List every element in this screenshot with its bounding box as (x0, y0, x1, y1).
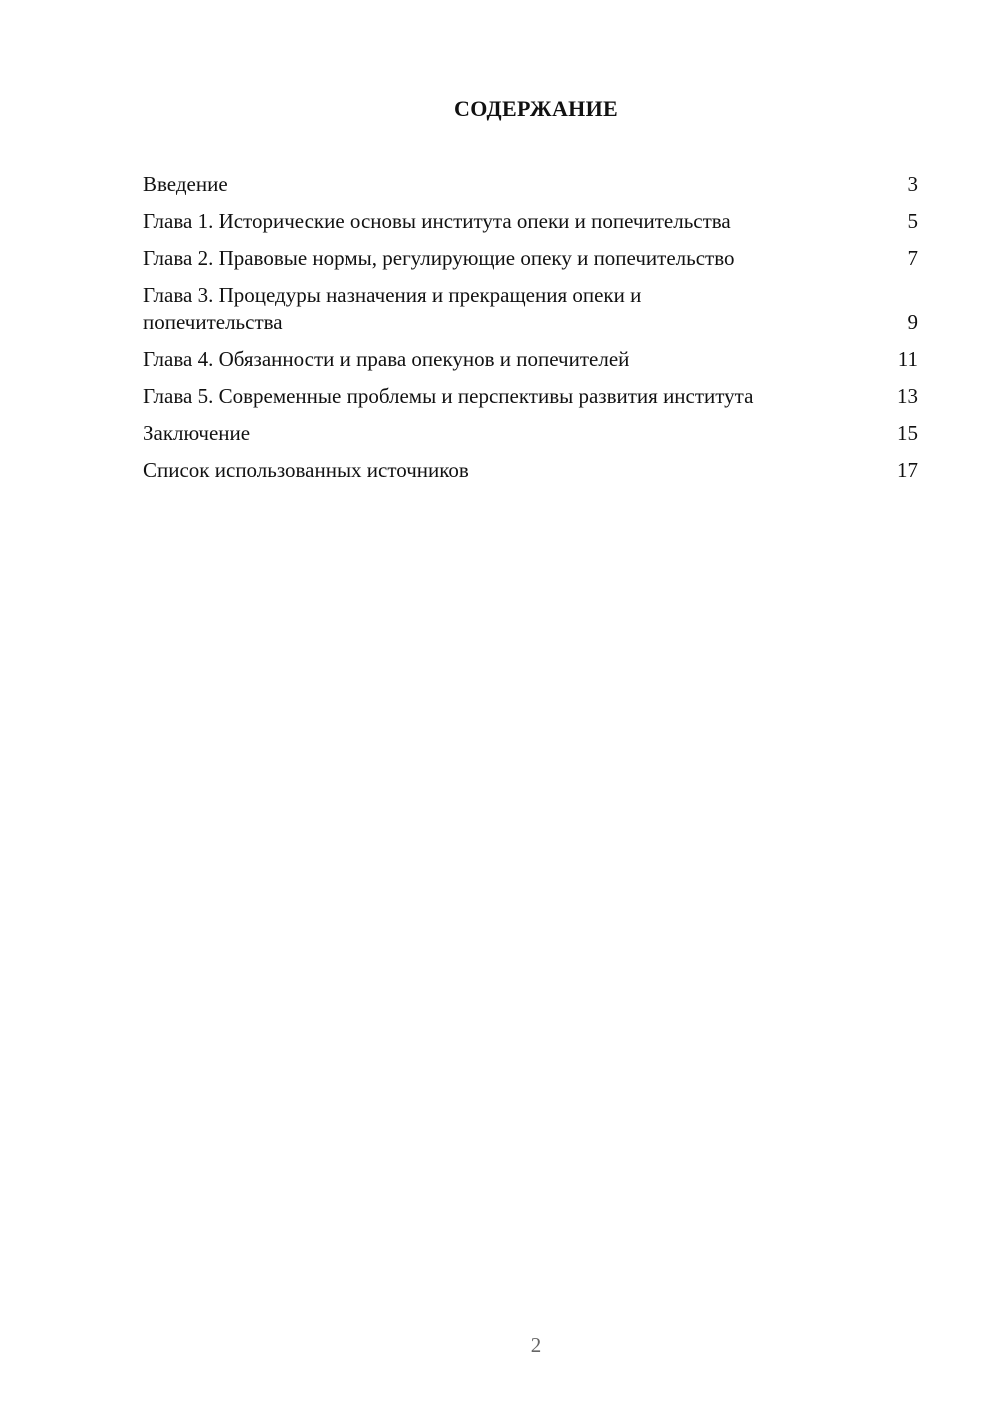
toc-entry-page: 13 (897, 384, 918, 408)
toc-entry-text: Введение (143, 172, 228, 196)
toc-entry-conclusion (143, 420, 918, 447)
toc-entry-text: Глава 4. Обязанности и права опекунов и попечителей (143, 347, 630, 371)
toc-entry-text: Глава 5. Современные проблемы и перспективы развития института (143, 384, 754, 408)
toc-entry-references (143, 457, 918, 484)
page-number: 2 (530, 1333, 542, 1357)
toc-entry-page: 5 (907, 209, 918, 233)
toc-entry-text: Глава 1. Исторические основы института опеки и попечительства (143, 209, 731, 233)
toc-entry-page: 7 (907, 246, 918, 270)
toc-entry-page: 17 (897, 458, 918, 482)
toc-entry-page: 15 (897, 421, 918, 445)
toc-entry-page: 11 (897, 347, 918, 371)
toc-entry-introduction (143, 171, 918, 198)
toc-list (143, 171, 918, 494)
toc-entry-chapter-2 (143, 245, 918, 272)
toc-entry-chapter-3 (143, 282, 918, 336)
toc-entry-chapter-1 (143, 208, 918, 235)
toc-entry-text: Глава 3. Процедуры назначения и прекращения опеки и попечительства (143, 283, 642, 334)
toc-entry-page: 3 (907, 172, 918, 196)
toc-entry-chapter-5 (143, 383, 918, 410)
toc-entry-text: Глава 2. Правовые нормы, регулирующие опеку и попечительство (143, 246, 735, 270)
toc-entry-text: Заключение (143, 421, 251, 445)
toc-entry-page: 9 (907, 310, 918, 334)
toc-entry-chapter-4 (143, 346, 918, 373)
toc-title: СОДЕРЖАНИЕ (454, 96, 618, 121)
toc-entry-text: Список использованных источников (143, 458, 469, 482)
